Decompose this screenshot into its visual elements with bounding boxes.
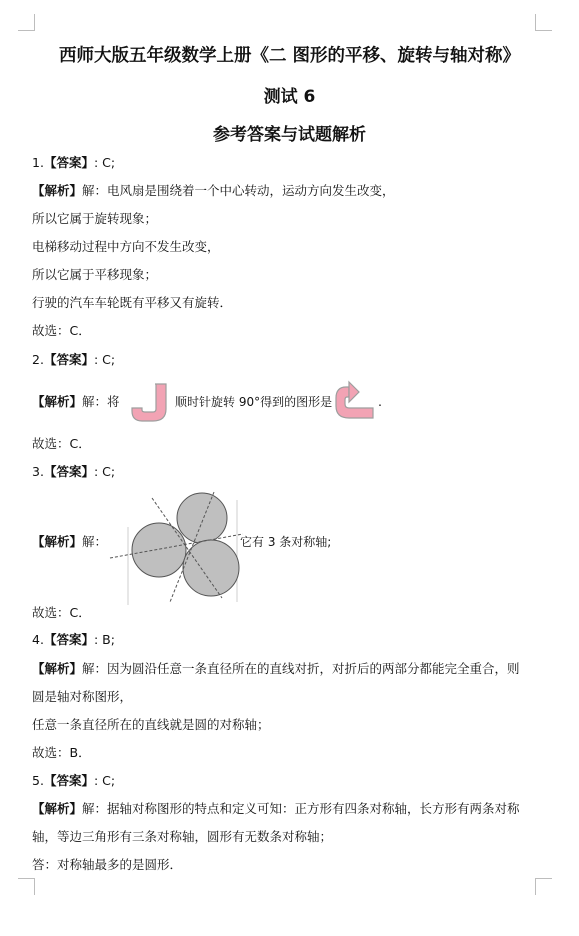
- q4-line: 任意一条直径所在的直线就是圆的对称轴；: [32, 717, 270, 732]
- q5-analysis-tag: 【解析】: [32, 801, 83, 816]
- q3-answer-value: : C;: [93, 464, 116, 479]
- q1-line: 解：电风扇是围绕着一个中心转动，运动方向发生改变，: [82, 183, 395, 198]
- q1-answer-value: : C;: [93, 155, 116, 170]
- q2-analysis: [32, 394, 120, 410]
- left-circle: [132, 523, 186, 577]
- q2-answer-tag: 【答案】: [43, 352, 94, 367]
- document-title: 西师大版五年级数学上册《二 图形的平移、旋转与轴对称》: [58, 46, 521, 66]
- q5-line: 解：据轴对称图形的特点和定义可知：正方形有四条对称轴，长方形有两条对称: [82, 801, 520, 816]
- q3-analysis-tag: 【解析】: [32, 534, 83, 549]
- q4-line: 圆是轴对称图形，: [32, 689, 133, 704]
- q2-analysis-tag: 【解析】: [32, 394, 83, 409]
- q4-conclusion: 故选：B．: [32, 745, 91, 760]
- q1-line: 行驶的汽车车轮既有平移又有旋转．: [32, 295, 233, 310]
- q5-number: 5.: [32, 773, 44, 788]
- rotated-hook-shape: [333, 378, 379, 424]
- q2-answer: [32, 352, 115, 368]
- top-circle: [177, 493, 227, 543]
- q1-conclusion: 故选：C．: [32, 323, 91, 338]
- test-number: 测试 6: [263, 87, 316, 107]
- q1-line: 所以它属于平移现象；: [32, 267, 158, 282]
- q2-number: 2.: [32, 352, 44, 367]
- section-title: 参考答案与试题解析: [213, 125, 366, 145]
- q3-analysis: [32, 534, 107, 550]
- crop-mark-bottom-left: [18, 878, 35, 895]
- q4-analysis: [32, 661, 520, 677]
- original-hook-shape: [129, 381, 175, 423]
- q5-analysis: [32, 801, 520, 817]
- q1-analysis: [32, 183, 395, 199]
- q3-text-b: 它有 3 条对称轴;: [240, 535, 332, 549]
- q4-answer: [32, 632, 115, 648]
- q1-number: 1.: [32, 155, 44, 170]
- q4-number: 4.: [32, 632, 44, 647]
- q4-answer-value: : B;: [93, 632, 115, 647]
- q2-answer-value: : C;: [93, 352, 116, 367]
- crop-mark-top-left: [18, 14, 35, 31]
- q4-line: 解：因为圆沿任意一条直径所在的直线对折，对折后的两部分都能完全重合，则: [82, 661, 520, 676]
- q5-answer-value: : C;: [93, 773, 116, 788]
- q2-text-b: 顺时针旋转 90°得到的图形是: [175, 395, 333, 409]
- q5-conclusion: 答：对称轴最多的是圆形．: [32, 857, 183, 872]
- q3-number: 3.: [32, 464, 44, 479]
- q4-analysis-tag: 【解析】: [32, 661, 83, 676]
- q1-line: 电梯移动过程中方向不发生改变，: [32, 239, 220, 254]
- crop-mark-bottom-right: [535, 878, 552, 895]
- q3-conclusion: 故选：C．: [32, 605, 91, 620]
- q1-analysis-tag: 【解析】: [32, 183, 83, 198]
- q3-text-a: 解：: [82, 534, 108, 549]
- q2-period: .: [378, 394, 382, 409]
- three-circle-figure: [110, 490, 245, 605]
- q1-line: 所以它属于旋转现象；: [32, 211, 158, 226]
- q3-answer: [32, 464, 115, 480]
- q1-answer-tag: 【答案】: [43, 155, 94, 170]
- q4-answer-tag: 【答案】: [43, 632, 94, 647]
- q5-answer-tag: 【答案】: [43, 773, 94, 788]
- q2-conclusion: 故选：C．: [32, 436, 91, 451]
- q3-answer-tag: 【答案】: [43, 464, 94, 479]
- q5-line: 轴，等边三角形有三条对称轴，圆形有无数条对称轴；: [32, 829, 333, 844]
- crop-mark-top-right: [535, 14, 552, 31]
- q5-answer: [32, 773, 115, 789]
- q2-text-a: 解：将: [82, 394, 120, 409]
- q1-answer: [32, 155, 115, 171]
